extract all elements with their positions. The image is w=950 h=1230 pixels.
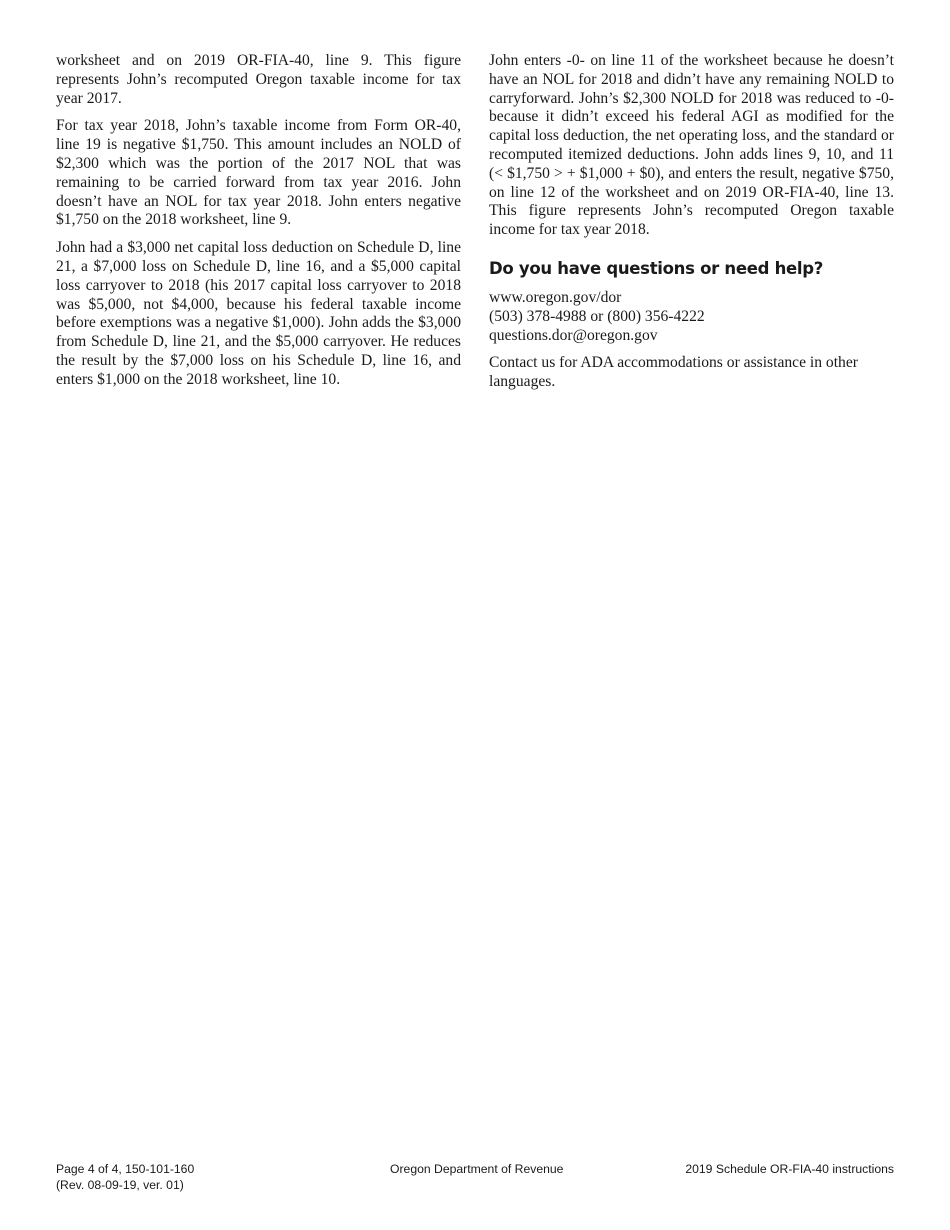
ada-note: Contact us for ADA accommodations or assistance in other languages.	[489, 354, 858, 391]
paragraph-2017-recomputed-income: worksheet and on 2019 OR-FIA-40, line 9. This figure represents John’s recomputed Oregon taxable income for tax year 2017.	[56, 52, 461, 107]
footer-page-number: Page 4 of 4, 150-101-160	[56, 1162, 195, 1176]
right-column	[489, 52, 894, 401]
paragraph-capital-loss: John had a $3,000 net capital loss deduction on Schedule D, line 21, a $7,000 loss on Schedule D, line 16, and a $5,000 capital loss carryover to 2018 (his 2017 capital loss carryover to 2018 was $5,000, not $4,000, because his federal taxable income before exemptions was a negative $1,000). John adds the $3,000 from Schedule D, line 21, and the $5,000 carryover. He reduces the result by the $7,000 loss on his Schedule D, line 16, and enters $1,000 on the 2018 worksheet, line 10.	[56, 239, 461, 388]
footer-department: Oregon Department of Revenue	[390, 1162, 564, 1176]
website-link[interactable]: www.oregon.gov/dor	[489, 288, 622, 306]
footer-doc-title: 2019 Schedule OR-FIA-40 instructions	[685, 1162, 894, 1176]
paragraph-2018-recomputed-income: John enters -0- on line 11 of the worksheet because he doesn’t have an NOL for 2018 and didn’t have any remaining NOLD to carryforward. John’s $2,300 NOLD for 2018 was reduced to -0- because it didn’t exceed his federal AGI as modified for the capital loss deduction, the net operating loss, and the standard or recomputed itemized deductions. John adds lines 9, 10, and 11 (< $1,750 > + $1,000 + $0), and enters the result, negative $750, on line 12 of the worksheet and on 2019 OR-FIA-40, line 13. This figure represents John’s recomputed Oregon taxable income for tax year 2018.	[489, 52, 894, 239]
paragraph-2018-taxable-income: For tax year 2018, John’s taxable income from Form OR-40, line 19 is negative $1,750. This amount includes an NOLD of $2,300 which was the portion of the 2017 NOL that was remaining to be carried forward from tax year 2016. John doesn’t have an NOL for tax year 2018. John enters negative $1,750 on the 2018 worksheet, line 9.	[56, 117, 461, 229]
footer-page-info	[56, 1161, 194, 1193]
footer-revision: (Rev. 08-09-19, ver. 01)	[56, 1178, 184, 1192]
email-link[interactable]: questions.dor@oregon.gov	[489, 326, 658, 344]
left-column	[56, 52, 461, 399]
phone-numbers: (503) 378-4988 or (800) 356-4222	[489, 307, 705, 325]
contact-block	[489, 289, 894, 345]
help-heading: Do you have questions or need help?	[489, 258, 824, 278]
